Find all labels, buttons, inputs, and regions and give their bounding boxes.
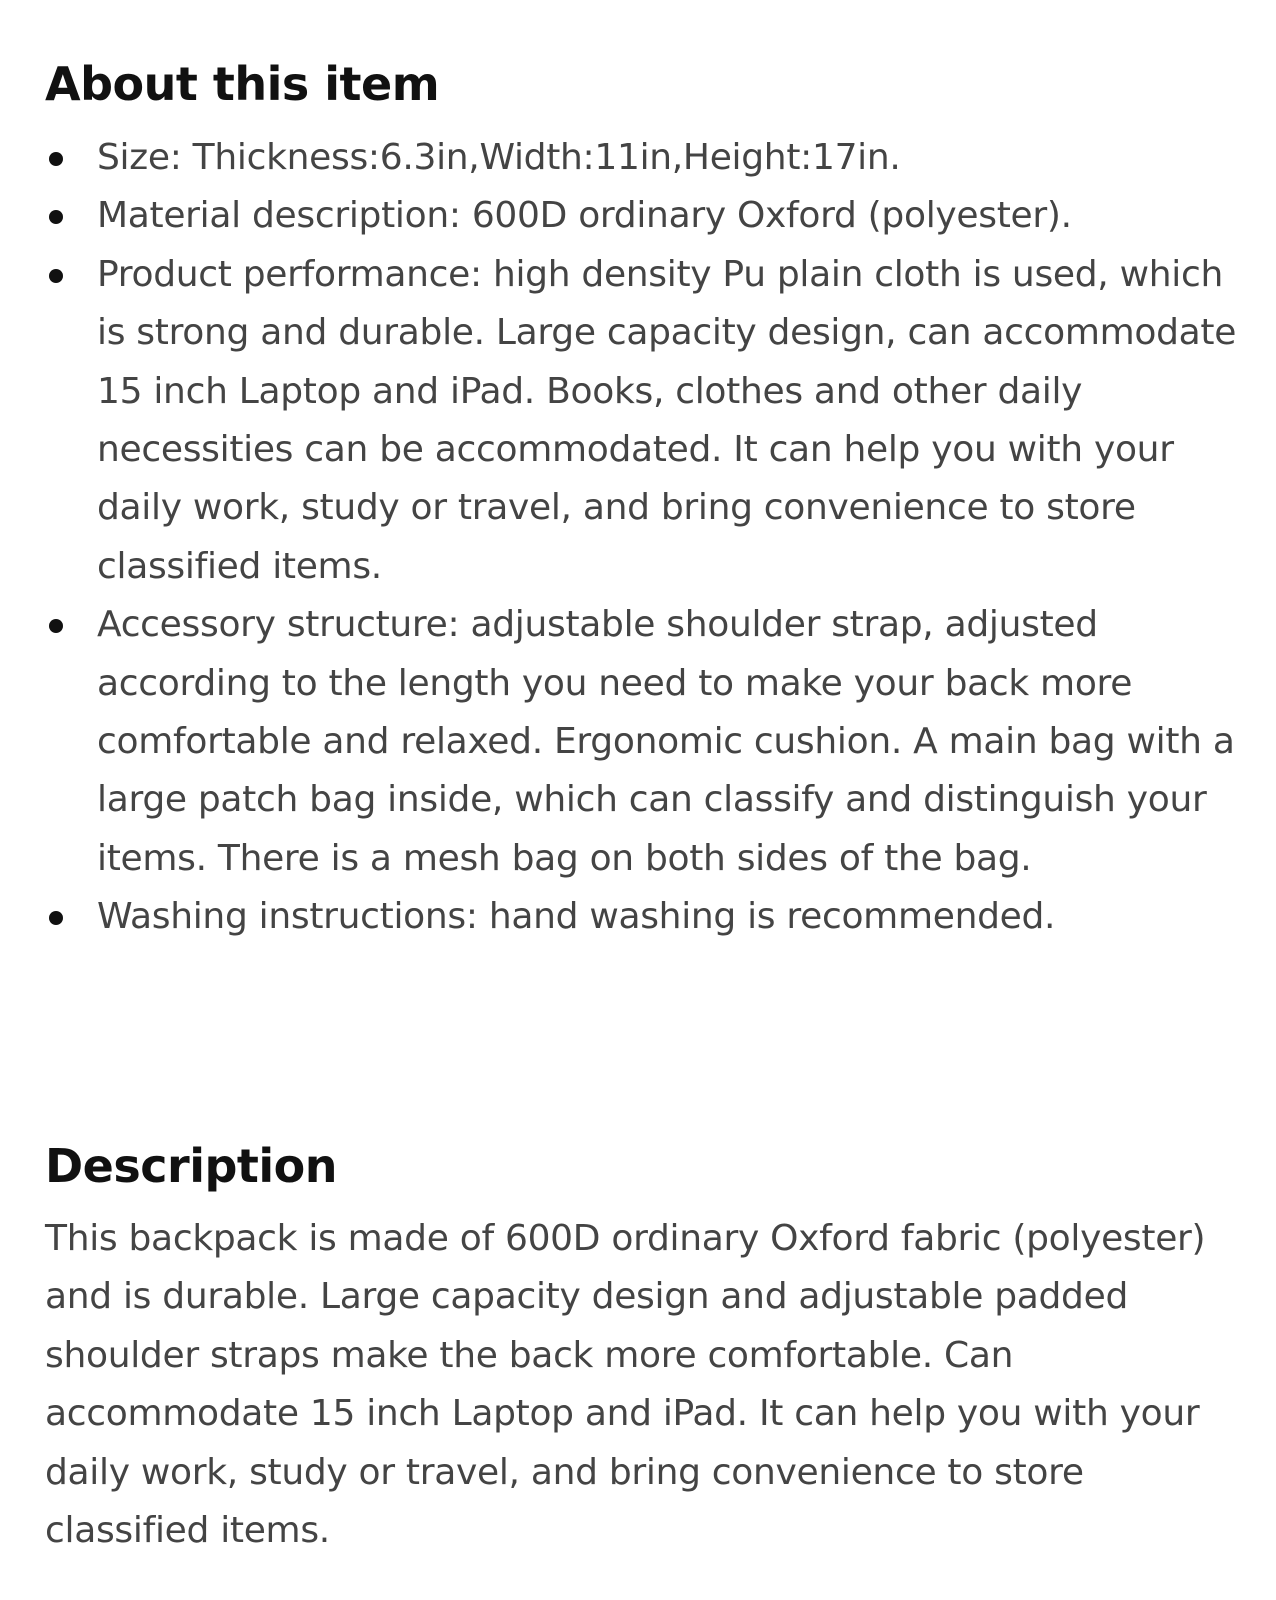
about-this-item-heading: About this item <box>45 57 440 111</box>
bullet-washing <box>45 888 1245 946</box>
bullet-dot-icon <box>49 152 63 166</box>
bullet-text: Material description: 600D ordinary Oxford (polyester). <box>97 195 1072 237</box>
bullet-text: Size: Thickness:6.3in,Width:11in,Height:17in. <box>97 137 901 178</box>
bullet-dot-icon <box>49 911 63 925</box>
bullet-text: Accessory structure: adjustable shoulder strap, adjusted according to the length you need to make your back more comfortable and relaxed. Ergonomic cushion. A main bag with a large patch bag inside, which can classify and distinguish your items. There is a mesh bag on both sides of the bag. <box>97 604 1235 879</box>
bullet-material <box>45 187 1245 245</box>
bullet-text: Product performance: high density Pu plain cloth is used, which is strong and durable. Large capacity design, can accommodate 15 inch Laptop and iPad. Books, clothes and other daily necessities can be accommodated. It can help you with your daily work, study or travel, and bring convenience to store classified items. <box>97 253 1237 587</box>
description-heading: Description <box>45 1139 338 1193</box>
bullet-dot-icon <box>49 619 63 633</box>
description-text: This backpack is made of 600D ordinary Oxford fabric (polyester) and is durable. Large capacity design and adjustable padded shoulder straps make the back more comfortable. Can accommodate 15 inch Laptop and iPad. It can help you with your daily work, study or travel, and bring convenience to store classified items. <box>45 1218 1206 1552</box>
bullet-dot-icon <box>49 210 63 224</box>
bullet-dot-icon <box>49 269 63 283</box>
bullet-performance <box>45 246 1245 596</box>
bullet-text: Washing instructions: hand washing is recommended. <box>97 896 1056 938</box>
about-bullet-list <box>45 129 1245 947</box>
bullet-accessory <box>45 596 1245 888</box>
bullet-size <box>45 129 1245 187</box>
